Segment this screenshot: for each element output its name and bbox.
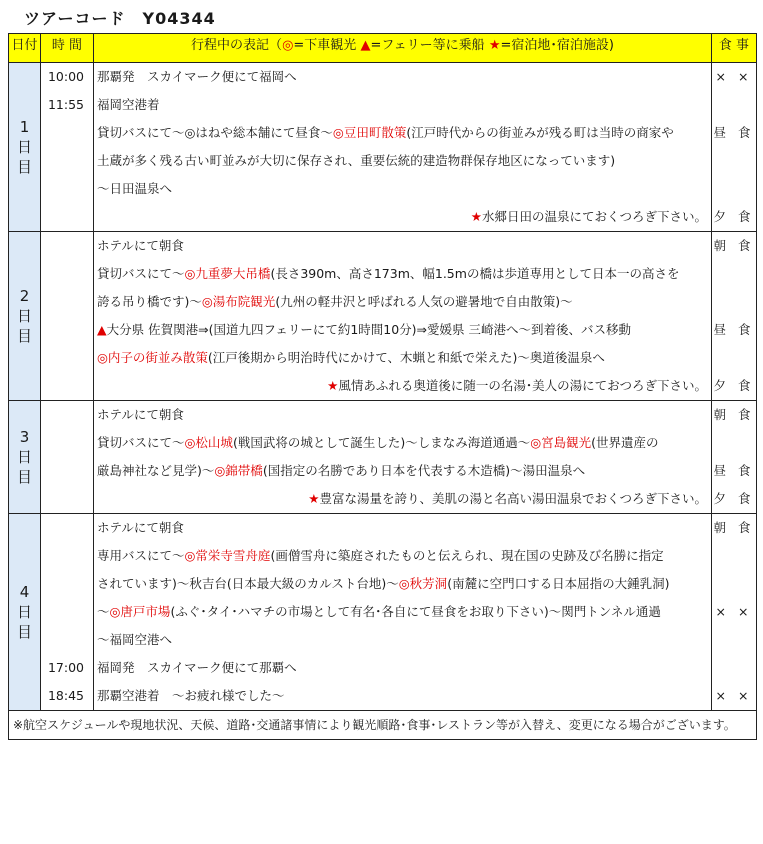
meal-value <box>712 344 756 372</box>
itinerary-text: (戦国武将の城として誕生した)～しまなみ海道通過～ <box>232 435 531 450</box>
itinerary-text: ホテルにて朝食 <box>97 238 184 253</box>
itinerary-cell <box>94 232 712 401</box>
header-itinerary <box>94 34 712 63</box>
itinerary-text: ホテルにて朝食 <box>97 407 184 422</box>
meal-value: × × <box>715 604 753 619</box>
itinerary-text: 厳島神社など見学)～ <box>97 463 215 478</box>
meal-cell <box>712 514 757 711</box>
highlighted-spot: ★ <box>470 209 482 224</box>
highlighted-spot: ◎松山城 <box>184 435 233 450</box>
day-label <box>9 514 41 711</box>
itinerary-cell <box>94 514 712 711</box>
itinerary-text: 貸切バスにて～◎はねや総本舗にて昼食～ <box>97 125 333 140</box>
itinerary-line <box>94 203 711 231</box>
meal-value <box>712 570 756 598</box>
itinerary-text: 福岡空港着 <box>97 97 160 112</box>
itinerary-text: (ふぐ･タイ･ハマチの市場として有名･各自にて昼食をお取り下さい)～関門トンネル通過 <box>170 604 661 619</box>
itinerary-text: 貸切バスにて～ <box>97 266 185 281</box>
meal-value: 夕 食 <box>713 209 755 224</box>
legend-text-3: =宿泊地･宿泊施設) <box>500 38 614 53</box>
itinerary-text: (南麓に空門口する日本屈指の大鍾乳洞) <box>447 576 670 591</box>
itinerary-text: (江戸後期から明治時代にかけて、木蝋と和紙で栄えた)～奥道後温泉へ <box>207 350 605 365</box>
time-value <box>41 372 93 400</box>
itinerary-text: 那覇発 スカイマーク便にて福岡へ <box>97 69 297 84</box>
day-label-char: 日 <box>16 603 32 621</box>
time-value <box>41 598 93 626</box>
day-label-char: 目 <box>16 327 32 345</box>
itinerary-line <box>94 260 711 288</box>
time-value: 17:00 <box>47 660 85 675</box>
time-value <box>41 401 93 429</box>
itinerary-text: ～ <box>97 604 110 619</box>
meal-cell <box>712 401 757 514</box>
day-label-char: 3 <box>19 428 30 446</box>
itinerary-line <box>94 485 711 513</box>
itinerary-line <box>94 147 711 175</box>
meal-cell <box>712 63 757 232</box>
meal-value <box>712 260 756 288</box>
time-value <box>41 203 93 231</box>
day-label <box>9 401 41 514</box>
day-row <box>9 514 757 711</box>
itinerary-line <box>94 514 711 542</box>
day-label-char: 4 <box>19 583 30 601</box>
header-row <box>9 34 757 63</box>
legend-text-1: =下車観光 <box>293 38 361 53</box>
itinerary-text: (長さ390m、高さ173m、幅1.5mの橋は歩道専用として日本一の高さを <box>270 266 680 281</box>
highlighted-spot: ▲ <box>97 322 107 337</box>
itinerary-text: 福岡発 スカイマーク便にて那覇へ <box>97 660 297 675</box>
time-value: 18:45 <box>47 688 85 703</box>
days-body <box>9 63 757 711</box>
itinerary-line <box>94 570 711 598</box>
itinerary-text: (画僧雪舟に築庭されたものと伝えられ、現在国の史跡及び名勝に指定 <box>270 548 664 563</box>
day-row <box>9 401 757 514</box>
meal-value: 夕 食 <box>713 491 755 506</box>
time-value <box>41 514 93 542</box>
meal-value: 朝 食 <box>713 520 755 535</box>
day-label-char: 2 <box>19 287 30 305</box>
itinerary-text: (九州の軽井沢と呼ばれる人気の避暑地で自由散策)～ <box>275 294 573 309</box>
itinerary-line <box>94 401 711 429</box>
footnote: ※航空スケジュールや現地状況、天候、道路･交通諸事情により観光順路･食事･レストラン等が入替え、変更になる場合がございます。 <box>9 711 757 740</box>
itinerary-text: されています)～秋吉台(日本最大級のカルスト台地)～ <box>97 576 399 591</box>
header-time: 時 間 <box>41 34 94 63</box>
day-label-char: 1 <box>19 118 30 136</box>
highlighted-spot: ◎湯布院観光 <box>201 294 276 309</box>
legend-mark-triangle: ▲ <box>360 38 371 53</box>
time-cell <box>41 514 94 711</box>
itinerary-text: 水郷日田の温泉にておくつろぎ下さい。 <box>481 209 707 224</box>
legend-prefix: 行程中の表記（ <box>191 38 283 53</box>
itinerary-line <box>94 626 711 654</box>
itinerary-text: ホテルにて朝食 <box>97 520 184 535</box>
itinerary-text: (国指定の名勝であり日本を代表する木造橋)～湯田温泉へ <box>262 463 586 478</box>
itinerary-line <box>94 682 711 710</box>
day-label <box>9 63 41 232</box>
day-label-char: 日 <box>16 448 32 466</box>
itinerary-line <box>94 542 711 570</box>
day-label-char: 目 <box>16 158 32 176</box>
legend-mark-star: ★ <box>488 38 501 53</box>
header-day: 日付 <box>9 34 41 63</box>
itinerary-text: ～福岡空港へ <box>97 632 173 647</box>
day-label-char: 目 <box>16 623 32 641</box>
itinerary-line <box>94 598 711 626</box>
itinerary-cell <box>94 63 712 232</box>
itinerary-line <box>94 63 711 91</box>
highlighted-spot: ◎九重夢大吊橋 <box>184 266 271 281</box>
time-cell <box>41 401 94 514</box>
highlighted-spot: ◎常栄寺雪舟庭 <box>184 548 271 563</box>
itinerary-text: 誇る吊り橋です)～ <box>97 294 202 309</box>
meal-value <box>712 175 756 203</box>
header-meal: 食 事 <box>712 34 757 63</box>
itinerary-line <box>94 344 711 372</box>
time-value <box>41 429 93 457</box>
meal-value: 夕 食 <box>713 378 755 393</box>
time-value <box>41 570 93 598</box>
time-value <box>41 175 93 203</box>
itinerary-text: ～日田温泉へ <box>97 181 173 196</box>
itinerary-line <box>94 288 711 316</box>
highlighted-spot: ◎宮島観光 <box>530 435 592 450</box>
itinerary-line <box>94 232 711 260</box>
highlighted-spot: ★ <box>327 378 339 393</box>
day-label-char: 日 <box>16 307 32 325</box>
highlighted-spot: ◎内子の街並み散策 <box>97 350 208 365</box>
time-value <box>41 232 93 260</box>
itinerary-text: 那覇空港着 ～お疲れ様でした～ <box>97 688 285 703</box>
itinerary-cell <box>94 401 712 514</box>
meal-cell <box>712 232 757 401</box>
meal-value: 昼 食 <box>713 322 755 337</box>
meal-value: × × <box>715 688 753 703</box>
day-row <box>9 232 757 401</box>
time-value <box>41 260 93 288</box>
itinerary-line <box>94 119 711 147</box>
itinerary-line <box>94 429 711 457</box>
time-cell <box>41 232 94 401</box>
itinerary-text: 豊富な湯量を誇り、美肌の湯と名高い湯田温泉でおくつろぎ下さい。 <box>319 491 707 506</box>
meal-value: 昼 食 <box>713 463 755 478</box>
meal-value <box>712 288 756 316</box>
time-value <box>41 485 93 513</box>
itinerary-line <box>94 457 711 485</box>
time-value: 10:00 <box>47 69 85 84</box>
itinerary-line <box>94 372 711 400</box>
time-value <box>41 626 93 654</box>
time-value: 11:55 <box>47 97 85 112</box>
time-value <box>41 542 93 570</box>
highlighted-spot: ◎秋芳洞 <box>398 576 448 591</box>
meal-value <box>712 542 756 570</box>
itinerary-line <box>94 654 711 682</box>
legend-mark-double-circle: ◎ <box>282 38 294 53</box>
highlighted-spot: ◎錦帯橋 <box>214 463 263 478</box>
meal-value <box>712 626 756 654</box>
itinerary-line <box>94 91 711 119</box>
itinerary-text: (江戸時代からの街並みが残る町は当時の商家や <box>406 125 674 140</box>
time-value <box>41 344 93 372</box>
highlighted-spot: ◎豆田町散策 <box>332 125 407 140</box>
highlighted-spot: ★ <box>308 491 320 506</box>
meal-value <box>712 147 756 175</box>
itinerary-text: 風情あふれる奥道後に随一の名湯･美人の湯にておつろぎ下さい。 <box>338 378 707 393</box>
itinerary-text: 大分県 佐賀関港⇒(国道九四フェリーにて約1時間10分)⇒愛媛県 三崎港へ～到着後、バス移動 <box>106 322 632 337</box>
meal-value <box>712 429 756 457</box>
time-cell <box>41 63 94 232</box>
itinerary-text: 貸切バスにて～ <box>97 435 185 450</box>
day-row <box>9 63 757 232</box>
time-value <box>41 147 93 175</box>
itinerary-table <box>8 33 757 740</box>
day-label-char: 日 <box>16 138 32 156</box>
meal-value: × × <box>715 69 753 84</box>
highlighted-spot: ◎唐戸市場 <box>109 604 171 619</box>
time-value <box>41 316 93 344</box>
time-value <box>41 457 93 485</box>
note-row <box>9 711 757 740</box>
day-label-char: 目 <box>16 468 32 486</box>
itinerary-line <box>94 175 711 203</box>
itinerary-line <box>94 316 711 344</box>
legend-text-2: =フェリー等に乗船 <box>370 38 489 53</box>
meal-value <box>712 654 756 682</box>
meal-value: 朝 食 <box>713 407 755 422</box>
meal-value <box>712 91 756 119</box>
itinerary-text: 専用バスにて～ <box>97 548 185 563</box>
itinerary-text: 土蔵が多く残る古い町並みが大切に保存され、重要伝統的建造物群保存地区になっています) <box>97 153 616 168</box>
itinerary-text: (世界遺産の <box>591 435 659 450</box>
day-label <box>9 232 41 401</box>
meal-value: 昼 食 <box>713 125 755 140</box>
time-value <box>41 119 93 147</box>
tour-code: ツアーコード Y04344 <box>24 9 216 28</box>
time-value <box>41 288 93 316</box>
meal-value: 朝 食 <box>713 238 755 253</box>
